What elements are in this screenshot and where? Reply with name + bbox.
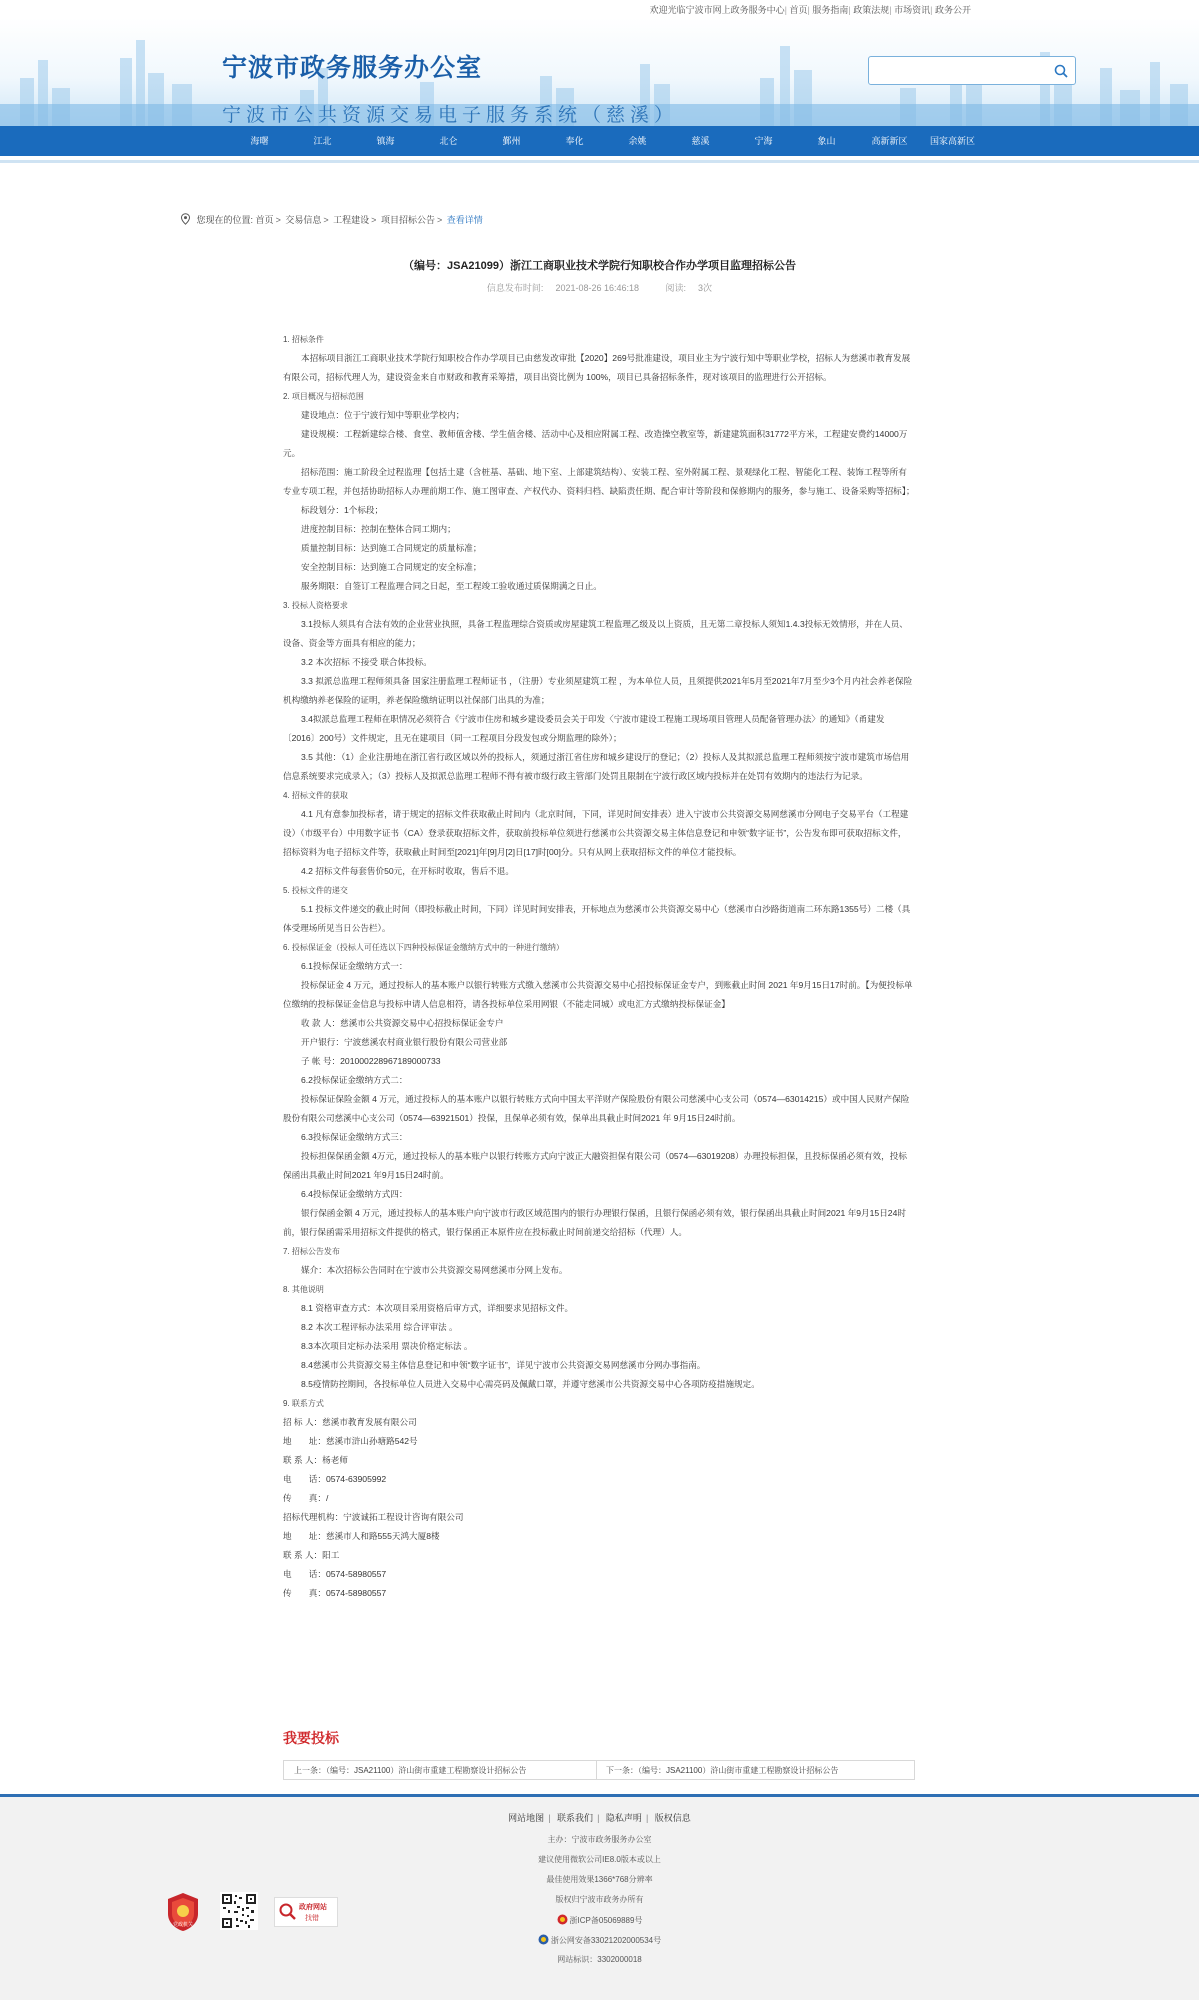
- breadcrumb-trade-info[interactable]: 交易信息: [285, 215, 322, 225]
- paragraph: 服务期限：自签订工程监理合同之日起，至工程竣工验收通过质保期满之日止。: [301, 581, 602, 591]
- nav-item-jiangbei[interactable]: 江北: [313, 136, 332, 146]
- paragraph: 4.2 招标文件每套售价50元，在开标时收取，售后不退。: [301, 866, 514, 876]
- top-link-home[interactable]: 首页: [789, 5, 808, 15]
- section-heading: 2. 项目概况与招标范围: [283, 392, 364, 401]
- paragraph: 进度控制目标：控制在整体合同工期内；: [301, 524, 456, 534]
- paragraph: 银行保函金额 4 万元，通过投标人的基本账户向宁波市行政区域范围内的银行办理银行保函，且银行保函必须有效，银行保函出具截止时间2021 年9月15日24时前，银行保函需采用招标文件提供的格式，银行保函正本原件应在投标截止时间前递交给招标（代理）人。: [283, 1208, 906, 1237]
- paragraph: 6.1投标保证金缴纳方式一：: [301, 961, 408, 971]
- breadcrumb-home[interactable]: 首页: [255, 215, 274, 225]
- nav-item-yuyao[interactable]: 余姚: [628, 136, 647, 146]
- paragraph: 8.4慈溪市公共资源交易主体信息登记和申领“数字证书”，详见宁波市公共资源交易网慈溪市分网办事指南。: [301, 1360, 706, 1370]
- article-title: （编号：JSA21099）浙江工商职业技术学院行知职校合作办学项目监理招标公告: [403, 260, 796, 272]
- police-badge-icon: [538, 1934, 549, 1945]
- contact-line: 地 址：慈溪市人和路555天鸿大厦8楼: [283, 1531, 440, 1541]
- contact-line: 电 话：0574-58980557: [283, 1569, 387, 1579]
- footer-link-contact[interactable]: 联系我们: [557, 1813, 594, 1823]
- views-count: 3次: [698, 283, 713, 293]
- footer: [0, 1794, 1199, 2000]
- search-input[interactable]: [875, 58, 1049, 85]
- paragraph: 6.3投标保证金缴纳方式三：: [301, 1132, 408, 1142]
- site-subtitle: 宁波市公共资源交易电子服务系统（慈溪）: [222, 105, 679, 126]
- contact-line: 电 话：0574-63905992: [283, 1474, 387, 1484]
- section-heading: 7. 招标公告发布: [283, 1247, 340, 1256]
- top-bar: [0, 0, 1199, 18]
- emblem-icon: [557, 1914, 568, 1925]
- article-content: [283, 330, 915, 1603]
- paragraph: 标段划分：1个标段；: [301, 505, 384, 515]
- paragraph: 开户银行：宁波慈溪农村商业银行股份有限公司营业部: [301, 1037, 508, 1047]
- footer-links: 网站地图 | 联系我们 | 隐私声明 | 版权信息: [508, 1813, 691, 1823]
- section-heading: 4. 招标文件的获取: [283, 791, 348, 800]
- paragraph: 本招标项目浙江工商职业技术学院行知职校合作办学项目已由慈发改审批【2020】269号批准建设，项目业主为宁波行知中等职业学校，招标人为慈溪市教育发展有限公司，招标代理人为，建设资金来自市财政和教育采筹措，项目出资比例为 100%，项目已具备招标条件，现对该项目的监理进行公开招标。: [283, 353, 911, 382]
- paragraph: 8.1 资格审查方式：本次项目采用资格后审方式，详细要求见招标文件。: [301, 1303, 574, 1313]
- footer-police[interactable]: 浙公网安备33021202000534号: [0, 1934, 1199, 1946]
- nav-item-gaoxin[interactable]: 高新新区: [871, 136, 908, 146]
- paragraph: 收 款 人：慈溪市公共资源交易中心招投标保证金专户: [301, 1018, 504, 1028]
- paragraph: 6.2投标保证金缴纳方式二：: [301, 1075, 408, 1085]
- breadcrumb-construction[interactable]: 工程建设: [333, 215, 370, 225]
- paragraph: 质量控制目标：达到施工合同规定的质量标准；: [301, 543, 482, 553]
- publish-label: 信息发布时间:: [486, 283, 544, 293]
- footer-link-sitemap[interactable]: 网站地图: [508, 1813, 545, 1823]
- footer-icp[interactable]: 浙ICP备05069889号: [0, 1914, 1199, 1926]
- paragraph: 子 帐 号：201000228967189000733: [301, 1056, 441, 1066]
- nav-item-national-gaoxin[interactable]: 国家高新区: [929, 136, 975, 146]
- footer-resolution: 最佳使用效果1366*768分辨率: [546, 1875, 653, 1884]
- paragraph: 3.2 本次招标 不接受 联合体投标。: [301, 657, 432, 667]
- nav-item-haishu[interactable]: 海曙: [250, 136, 269, 146]
- paragraph: 招标范围：施工阶段全过程监理【包括土建（含桩基、基础、地下室、上部建筑结构）、安装工程、室外附属工程、景观绿化工程、智能化工程、装饰工程等所有专业专项工程，并包括协助招标人办理前期工作、施工图审查、产权代办、资料归档、缺陷责任期、配合审计等阶段和保修期内的服务，参与施工、设备采购等招标】；: [283, 467, 915, 496]
- gov-site-error-title: 政府网站: [299, 1904, 327, 1911]
- paragraph: 5.1 投标文件递交的截止时间（即投标截止时间，下同）详见时间安排表，开标地点为慈溪市公共资源交易中心（慈溪市白沙路街道南二环东路1355号）二楼（具体受理场所见当日公告栏）。: [283, 904, 911, 933]
- breadcrumb-current: 查看详情: [446, 215, 483, 225]
- paragraph: 建设地点：位于宁波行知中等职业学校内；: [301, 410, 465, 420]
- section-heading: 6. 投标保证金（投标人可任选以下四种投标保证金缴纳方式中的一种进行缴纳）: [283, 943, 564, 952]
- top-link-open[interactable]: 政务公开: [934, 5, 971, 15]
- paragraph: 6.4投标保证金缴纳方式四：: [301, 1189, 408, 1199]
- contact-line: 传 真：0574-58980557: [283, 1588, 387, 1598]
- contact-line: 联 系 人：杨老师: [283, 1455, 348, 1465]
- footer-site-id: 网站标识：3302000018: [557, 1955, 642, 1964]
- bid-now-button[interactable]: 我要投标: [283, 1730, 339, 1746]
- section-heading: 8. 其他说明: [283, 1285, 324, 1294]
- paragraph: 4.1 凡有意参加投标者，请于规定的招标文件获取截止时间内（北京时间，下同，详见时间安排表）进入宁波市公共资源交易网慈溪市分网电子交易平台（工程建设）（市级平台）中用数字证书（CA）登录获取招标文件，获取前投标单位须进行慈溪市公共资源交易主体信息登记和申领“数字证书”，公告发布即可获取招标文件，招标资料为电子招标文件等，获取截止时间至[2021]年[9]月[2]日[17]时[00]分。只有从网上获取招标文件的单位才能投标。: [283, 809, 909, 857]
- nav-item-xiangshan[interactable]: 象山: [817, 136, 836, 146]
- nav-item-ninghai[interactable]: 宁海: [754, 136, 773, 146]
- top-link-policy[interactable]: 政策法规: [853, 5, 890, 15]
- contact-line: 招标代理机构：宁波诚拓工程设计咨询有限公司: [283, 1512, 464, 1522]
- section-heading: 5. 投标文件的递交: [283, 886, 348, 895]
- nav-item-yinzhou[interactable]: 鄞州: [502, 136, 521, 146]
- search-box: [868, 56, 1076, 85]
- contact-line: 招 标 人：慈溪市教育发展有限公司: [283, 1417, 417, 1427]
- site-title: 宁波市政务服务办公室: [222, 53, 483, 82]
- gov-site-error-sub: 找错: [305, 1915, 319, 1922]
- footer-link-copyright[interactable]: 版权信息: [654, 1813, 691, 1823]
- gov-site-error-badge[interactable]: [274, 1897, 338, 1927]
- main-nav: [0, 126, 1199, 160]
- views-label: 阅读:: [665, 283, 687, 293]
- paragraph: 8.3本次项目定标办法采用 票决价格定标法 。: [301, 1341, 473, 1351]
- footer-host: 主办：宁波市政务服务办公室: [547, 1835, 652, 1844]
- header-banner: [0, 18, 1199, 126]
- contact-line: 联 系 人：阳工: [283, 1550, 340, 1560]
- breadcrumb-bid-notice[interactable]: 项目招标公告: [380, 215, 435, 225]
- top-links: 欢迎光临宁波市网上政务服务中心| 首页| 服务指南| 政策法规| 市场资讯| 政务公开: [649, 5, 971, 15]
- divider: [596, 1761, 597, 1779]
- next-article-link[interactable]: 下一条：（编号：JSA21100）浒山街市重建工程勘察设计招标公告: [606, 1766, 839, 1775]
- paragraph: 安全控制目标：达到施工合同规定的安全标准；: [301, 562, 482, 572]
- paragraph: 3.4拟派总监理工程师在职情况必须符合《宁波市住房和城乡建设委员会关于印发〈宁波市建设工程施工现场项目管理人员配备管理办法〉的通知》（甬建发〔2016〕200号）文件规定，且无在建项目（同一工程项目分段发包或分期监理的除外）；: [283, 714, 885, 743]
- contact-line: 传 真：/: [283, 1493, 329, 1503]
- paragraph: 投标保证保险金额 4 万元，通过投标人的基本账户以银行转账方式向中国太平洋财产保险股份有限公司慈溪中心支公司（0574—63014215）或中国人民财产保险股份有限公司慈溪中心支公司（0574—63921501）投保，且保单必须有效，保单出具截止时间2021 年 9月15日24时前。: [283, 1094, 910, 1123]
- paragraph: 3.5 其他：（1）企业注册地在浙江省行政区域以外的投标人，须通过浙江省住房和城乡建设厅的登记；（2）投标人及其拟派总监理工程师须按宁波市建筑市场信用信息系统要求完成录入；（3）投标人及拟派总监理工程师不得有被市级行政主管部门处罚且限制在宁波行政区域内投标并在处罚有效期内的违法行为记录。: [283, 752, 910, 781]
- nav-item-cixi[interactable]: 慈溪: [691, 136, 710, 146]
- top-link-market[interactable]: 市场资讯: [894, 5, 931, 15]
- paragraph: 媒介：本次招标公告同时在宁波市公共资源交易网慈溪市分网上发布。: [301, 1265, 568, 1275]
- section-heading: 1. 招标条件: [283, 335, 324, 344]
- party-badge-label: 党政机关: [172, 1922, 193, 1928]
- paragraph: 8.5疫情防控期间，各投标单位人员进入交易中心需亮码及佩戴口罩，并遵守慈溪市公共资源交易中心各项防疫措施规定。: [301, 1379, 760, 1389]
- contact-line: 地 址：慈溪市浒山孙塘路542号: [283, 1436, 418, 1446]
- welcome-text: 欢迎光临宁波市网上政务服务中心: [649, 5, 785, 15]
- party-badge[interactable]: [166, 1892, 200, 1932]
- prev-next-box: [283, 1760, 915, 1780]
- prev-article-link[interactable]: 上一条：（编号：JSA21100）浒山街市重建工程勘察设计招标公告: [294, 1766, 527, 1775]
- breadcrumb-prefix: 您现在的位置:: [196, 215, 254, 225]
- footer-copyright-text: 版权归宁波市政务办所有: [555, 1895, 644, 1904]
- breadcrumb: 您现在的位置: 首页 > 交易信息 > 工程建设 > 项目招标公告 > 查看详情: [180, 213, 483, 226]
- paragraph: 3.1投标人须具有合法有效的企业营业执照，具备工程监理综合资质或房屋建筑工程监理乙级及以上资质，且无第二章投标人须知1.4.3投标无效情形，并在人员、设备、资金等方面具有相应的能力；: [283, 619, 908, 648]
- nav-item-beilun[interactable]: 北仑: [439, 136, 458, 146]
- qr-code-image: [220, 1892, 258, 1930]
- paragraph: 投标保证金 4 万元，通过投标人的基本账户以银行转账方式缴入慈溪市公共资源交易中心招投标保证金专户，到账截止时间 2021 年9月15日17时前。【为便投标单位缴纳的投标保证金信息与投标申请人信息相符，请各投标单位采用网银（不能走同城）或电汇方式缴纳投标保证金】: [283, 980, 913, 1009]
- paragraph: 8.2 本次工程评标办法采用 综合评审法 。: [301, 1322, 458, 1332]
- qr-code: [220, 1892, 258, 1930]
- publish-time: 2021-08-26 16:46:18: [555, 283, 640, 293]
- paragraph: 3.3 拟派总监理工程师须具备 国家注册监理工程师证书 ，（注册）专业须屋建筑工程 ，为本单位人员，且须提供2021年5月至2021年7月至少3个月内社会养老保险机构缴纳养老保险的证明，养老保险缴纳证明以社保部门出具的为准；: [283, 676, 913, 705]
- paragraph: 投标担保保函金额 4万元，通过投标人的基本账户以银行转账方式向宁波正大融资担保有限公司（0574—63019208）办理投标担保，且投标保函必须有效，投标保函出具截止时间2021 年9月15日24时前。: [283, 1151, 907, 1180]
- section-heading: 3. 投标人资格要求: [283, 601, 348, 610]
- section-heading: 9. 联系方式: [283, 1399, 324, 1408]
- nav-item-fenghua[interactable]: 奉化: [565, 136, 584, 146]
- footer-browser: 建议使用微软公司IE8.0版本或以上: [538, 1855, 661, 1864]
- nav-item-zhenhai[interactable]: 镇海: [376, 136, 395, 146]
- footer-link-privacy[interactable]: 隐私声明: [605, 1813, 642, 1823]
- location-icon: [180, 213, 191, 225]
- paragraph: 建设规模：工程新建综合楼、食堂、教师值舍楼、学生值舍楼、活动中心及相应附属工程、改造操空教室等，新建建筑面积31772平方米，工程建安费约14000万元。: [283, 429, 908, 458]
- top-link-guide[interactable]: 服务指南: [812, 5, 849, 15]
- article-meta: [0, 281, 1199, 294]
- search-icon[interactable]: [1053, 63, 1069, 79]
- magnifier-icon: [278, 1902, 298, 1922]
